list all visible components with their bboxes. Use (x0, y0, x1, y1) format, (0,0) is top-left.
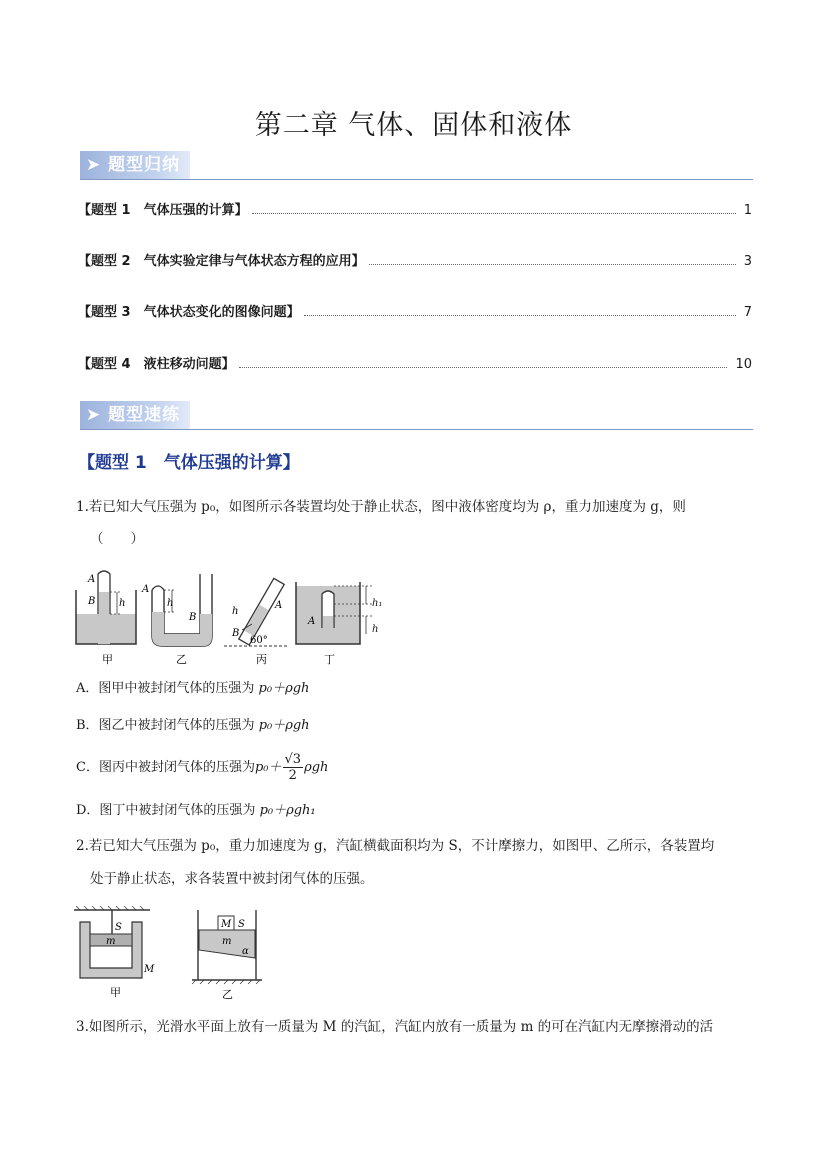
svg-text:m: m (106, 936, 116, 947)
toc-leader (239, 366, 728, 368)
option-c[interactable]: C．图丙中被封闭气体的压强为 p₀＋ √3 2 ρgh (76, 752, 329, 783)
label-h: h (119, 598, 126, 609)
toc-item-4[interactable] (78, 352, 752, 372)
svg-text:60°: 60° (250, 635, 268, 646)
toc-item-label: 【题型 2 气体实验定律与气体状态方程的应用】 (78, 254, 365, 269)
figure-bing (224, 578, 288, 646)
section-heading: 【题型 1 气体压强的计算】 (78, 453, 300, 473)
toc-item-1[interactable] (78, 198, 752, 218)
label-h: h (372, 624, 379, 635)
toc-item-2[interactable] (78, 249, 752, 269)
svg-text:A: A (142, 584, 150, 595)
figure-label-jia: 甲 (102, 653, 113, 666)
question-2-figures (72, 906, 272, 1001)
svg-text:S: S (115, 922, 122, 933)
label-h1: h₁ (372, 598, 383, 609)
figure-jia (76, 571, 136, 644)
question-1-line-1: 1.若已知大气压强为 p₀，如图所示各装置均处于静止状态，图中液体密度均为 ρ，重力加速度为 g，则 (76, 499, 686, 515)
figure-label-q2-jia: 甲 (110, 986, 121, 999)
label-A: A (88, 574, 96, 585)
toc-leader (252, 212, 736, 214)
toc-page-number: 3 (743, 254, 752, 269)
toc-page-number: 1 (743, 203, 752, 218)
question-3-line-1: 3.如图所示，光滑水平面上放有一质量为 M 的汽缸，汽缸内放有一质量为 m 的可在汽缸内无摩擦滑动的活 (76, 1019, 714, 1035)
banner-summary (80, 151, 190, 179)
figure-yi (141, 574, 212, 646)
toc-item-label: 【题型 1 气体压强的计算】 (78, 203, 248, 218)
svg-text:A: A (308, 616, 316, 627)
option-a[interactable]: A．图甲中被封闭气体的压强为 p₀＋ρgh (76, 681, 310, 696)
figure-ding (296, 582, 372, 644)
toc-item-label: 【题型 4 液柱移动问题】 (78, 357, 235, 372)
svg-text:S: S (238, 919, 245, 930)
fraction: √3 2 (284, 752, 302, 783)
svg-text:h: h (232, 606, 239, 617)
toc-leader (369, 263, 736, 265)
divider (80, 429, 753, 430)
label-B: B (88, 596, 96, 607)
question-1-line-2: （ ） (90, 531, 144, 547)
toc-page-number: 7 (743, 305, 752, 320)
figure-q2-yi (192, 910, 262, 984)
toc-leader (304, 314, 736, 316)
figure-label-bing: 丙 (256, 653, 267, 666)
question-1-figures (72, 568, 372, 668)
option-b[interactable]: B．图乙中被封闭气体的压强为 p₀＋ρgh (76, 718, 310, 733)
figure-label-yi: 乙 (176, 653, 187, 666)
page-title: 第二章 气体、固体和液体 (254, 110, 573, 141)
toc-page-number: 10 (735, 357, 752, 372)
svg-text:B: B (232, 628, 240, 639)
banner-summary-label: ➤ 题型归纳 (86, 155, 181, 175)
question-2-line-2: 处于静止状态，求各装置中被封闭气体的压强。 (90, 871, 374, 887)
svg-text:B: B (189, 612, 197, 623)
toc-item-3[interactable] (78, 300, 752, 320)
svg-text:M: M (144, 964, 155, 975)
divider (80, 179, 753, 180)
toc-item-label: 【题型 3 气体状态变化的图像问题】 (78, 305, 300, 320)
question-2-line-1: 2.若已知大气压强为 p₀，重力加速度为 g，汽缸横截面积均为 S，不计摩擦力，如图甲、乙所示，各装置均 (76, 838, 715, 854)
banner-practice (80, 401, 190, 429)
svg-text:M: M (221, 919, 232, 930)
svg-text:h: h (167, 598, 174, 609)
banner-practice-label: ➤ 题型速练 (86, 405, 181, 425)
figure-label-ding: 丁 (324, 653, 335, 666)
svg-text:α: α (242, 946, 249, 957)
figure-label-q2-yi: 乙 (222, 988, 233, 1001)
svg-text:m: m (222, 936, 232, 947)
figure-q2-jia (74, 906, 155, 978)
option-d[interactable]: D．图丁中被封闭气体的压强为 p₀＋ρgh₁ (76, 803, 316, 818)
svg-text:A: A (275, 600, 283, 611)
